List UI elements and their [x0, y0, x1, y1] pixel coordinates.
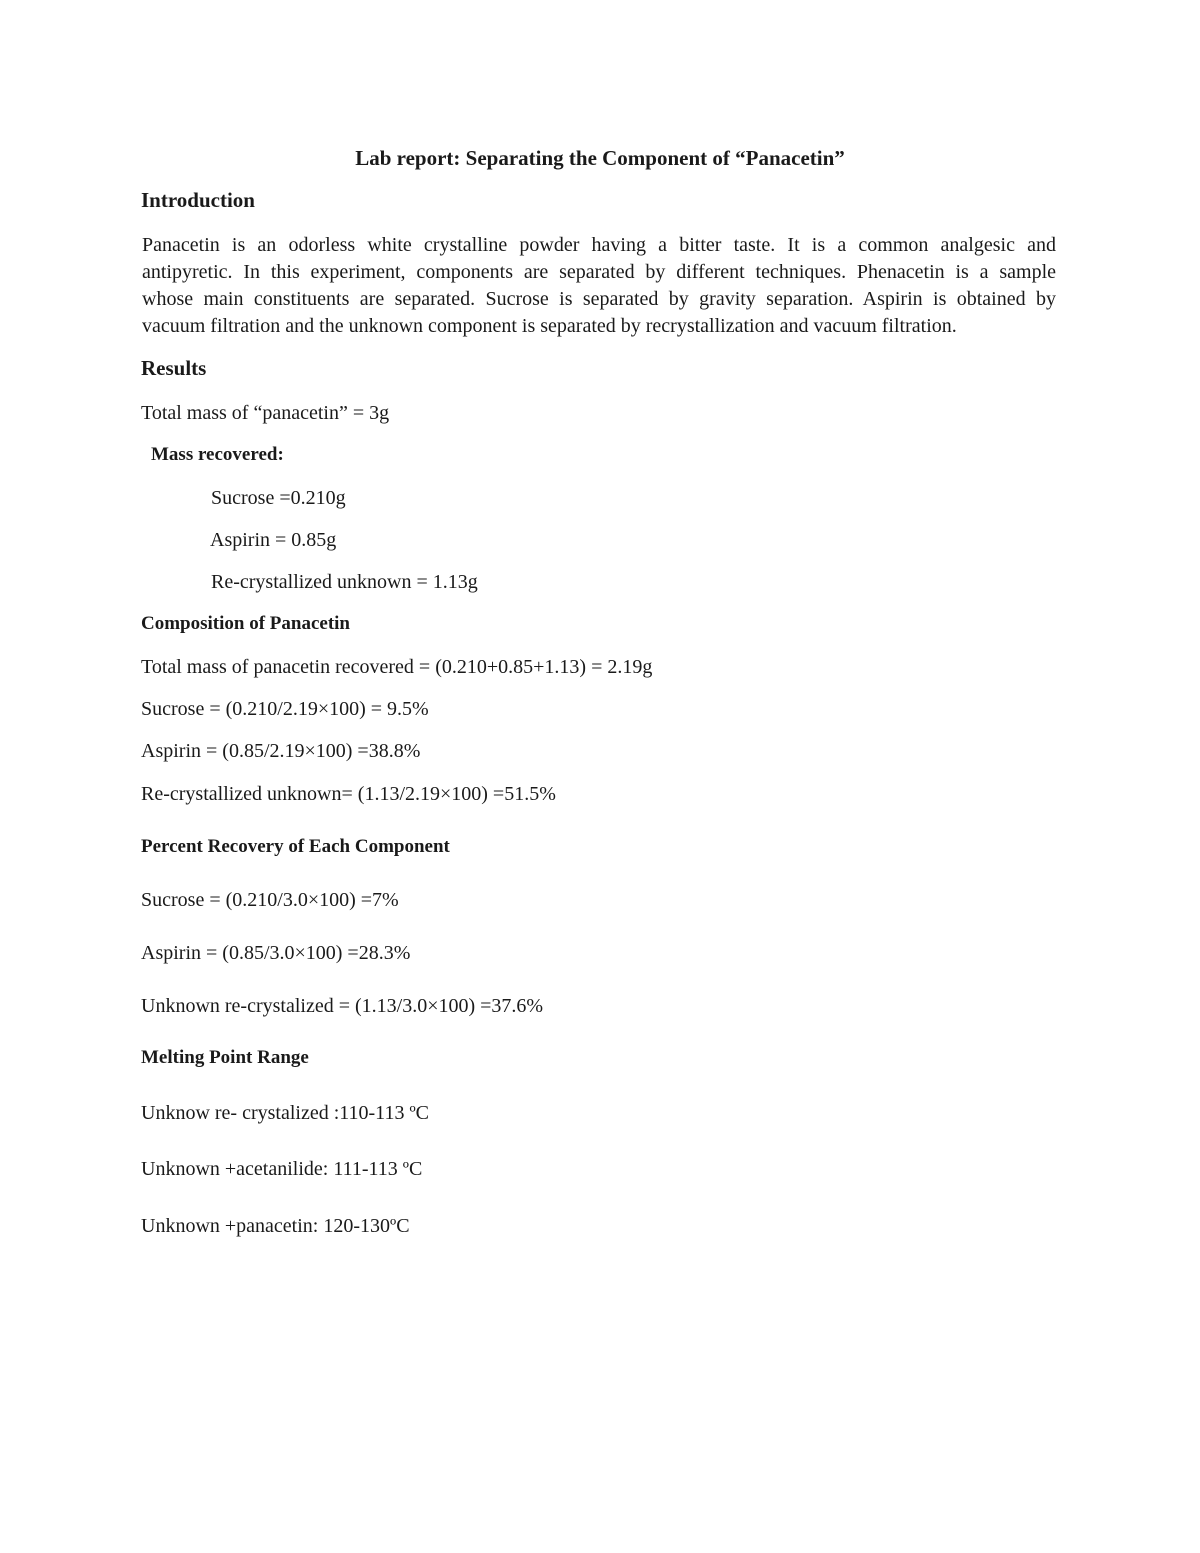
recovery-aspirin-line: Aspirin = (0.85/3.0×100) =28.3%	[141, 942, 411, 964]
introduction-line: antipyretic. In this experiment, components are separated by different techniques. Phenacetin is a sample	[142, 261, 1056, 283]
introduction-line: whose main constituents are separated. Sucrose is separated by gravity separation. Aspirin is obtained by	[142, 288, 1056, 310]
recovery-sucrose-line: Sucrose = (0.210/3.0×100) =7%	[141, 889, 399, 911]
composition-unknown-line: Re-crystallized unknown= (1.13/2.19×100) =51.5%	[141, 783, 556, 805]
introduction-heading: Introduction	[141, 188, 255, 212]
percent-recovery-heading: Percent Recovery of Each Component	[141, 836, 450, 857]
results-heading: Results	[141, 356, 207, 380]
composition-aspirin-line: Aspirin = (0.85/2.19×100) =38.8%	[141, 740, 421, 762]
introduction-line: Panacetin is an odorless white crystalline powder having a bitter taste. It is a common analgesic and	[142, 234, 1056, 256]
mass-recovered-unknown: Re-crystallized unknown = 1.13g	[211, 571, 478, 593]
introduction-line: vacuum filtration and the unknown component is separated by recrystallization and vacuum filtration.	[142, 315, 957, 337]
mass-recovered-heading: Mass recovered:	[151, 444, 284, 465]
composition-sucrose-line: Sucrose = (0.210/2.19×100) = 9.5%	[141, 698, 429, 720]
document-title: Lab report: Separating the Component of “Panacetin”	[355, 146, 845, 170]
mass-recovered-aspirin: Aspirin = 0.85g	[210, 529, 337, 551]
mass-recovered-sucrose: Sucrose =0.210g	[211, 487, 346, 509]
melting-acetanilide-line: Unknown +acetanilide: 111-113 ºC	[141, 1158, 423, 1180]
recovery-unknown-line: Unknown re-crystalized = (1.13/3.0×100) =37.6%	[141, 995, 544, 1017]
melting-panacetin-line: Unknown +panacetin: 120-130ºC	[141, 1215, 410, 1237]
total-mass-line: Total mass of “panacetin” = 3g	[141, 402, 390, 424]
composition-total-line: Total mass of panacetin recovered = (0.210+0.85+1.13) = 2.19g	[141, 656, 653, 678]
melting-point-heading: Melting Point Range	[141, 1047, 309, 1068]
composition-heading: Composition of Panacetin	[141, 613, 350, 634]
introduction-paragraph	[142, 232, 1056, 340]
melting-unknown-line: Unknow re- crystalized :110-113 ºC	[141, 1102, 429, 1124]
